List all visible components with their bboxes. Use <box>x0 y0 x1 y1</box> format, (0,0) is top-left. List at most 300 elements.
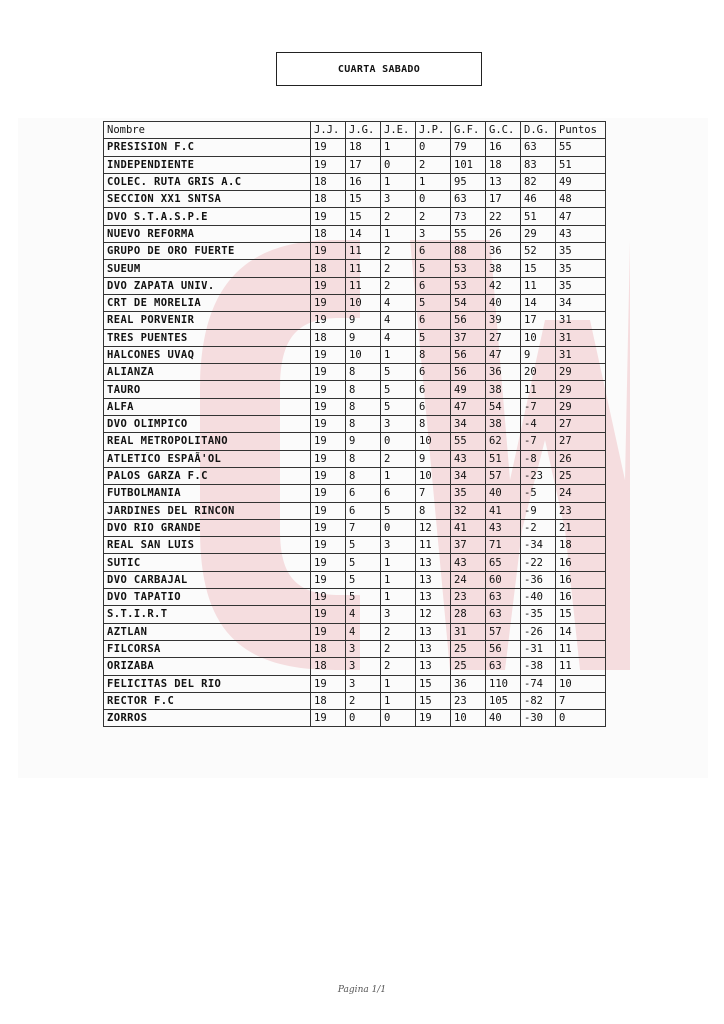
stat-cell-je: 1 <box>381 675 416 692</box>
stat-cell-gf: 41 <box>451 519 486 536</box>
stat-cell-gf: 56 <box>451 364 486 381</box>
team-name-cell: NUEVO REFORMA <box>104 225 311 242</box>
stat-cell-je: 4 <box>381 294 416 311</box>
stat-cell-dg: -30 <box>521 710 556 727</box>
stat-cell-jp: 15 <box>416 692 451 709</box>
stat-cell-jj: 19 <box>311 243 346 260</box>
stat-cell-gf: 32 <box>451 502 486 519</box>
stat-cell-puntos: 29 <box>556 381 606 398</box>
stat-cell-puntos: 51 <box>556 156 606 173</box>
stat-cell-jg: 15 <box>346 191 381 208</box>
stat-cell-puntos: 27 <box>556 416 606 433</box>
stat-cell-gc: 71 <box>486 537 521 554</box>
stat-cell-gc: 39 <box>486 312 521 329</box>
stat-cell-gf: 24 <box>451 571 486 588</box>
stat-cell-gf: 47 <box>451 398 486 415</box>
stat-cell-jj: 19 <box>311 208 346 225</box>
team-name-cell: DVO CARBAJAL <box>104 571 311 588</box>
stat-cell-jp: 8 <box>416 346 451 363</box>
stat-cell-je: 0 <box>381 519 416 536</box>
stat-cell-jp: 13 <box>416 589 451 606</box>
stat-cell-dg: 11 <box>521 277 556 294</box>
team-name-cell: ORIZABA <box>104 658 311 675</box>
column-header-jg: J.G. <box>346 122 381 139</box>
team-name-cell: ZORROS <box>104 710 311 727</box>
stat-cell-gc: 36 <box>486 364 521 381</box>
stat-cell-gc: 42 <box>486 277 521 294</box>
stat-cell-jg: 8 <box>346 398 381 415</box>
stat-cell-jp: 11 <box>416 537 451 554</box>
stat-cell-jj: 19 <box>311 623 346 640</box>
stat-cell-puntos: 48 <box>556 191 606 208</box>
stat-cell-jp: 5 <box>416 329 451 346</box>
stat-cell-gc: 56 <box>486 640 521 657</box>
stat-cell-dg: 11 <box>521 381 556 398</box>
stat-cell-jg: 11 <box>346 260 381 277</box>
report-title: CUARTA SABADO <box>276 52 482 86</box>
stat-cell-gf: 34 <box>451 416 486 433</box>
stat-cell-puntos: 55 <box>556 139 606 156</box>
stat-cell-gf: 101 <box>451 156 486 173</box>
stat-cell-gc: 38 <box>486 416 521 433</box>
stat-cell-jp: 1 <box>416 173 451 190</box>
stat-cell-jg: 8 <box>346 467 381 484</box>
stat-cell-jj: 19 <box>311 381 346 398</box>
stat-cell-dg: 46 <box>521 191 556 208</box>
stat-cell-je: 0 <box>381 710 416 727</box>
team-name-cell: AZTLAN <box>104 623 311 640</box>
stat-cell-je: 2 <box>381 623 416 640</box>
stat-cell-gf: 28 <box>451 606 486 623</box>
stat-cell-jj: 19 <box>311 710 346 727</box>
stat-cell-jg: 6 <box>346 485 381 502</box>
table-row <box>104 450 606 467</box>
stat-cell-gc: 60 <box>486 571 521 588</box>
table-row <box>104 467 606 484</box>
stat-cell-gc: 51 <box>486 450 521 467</box>
stat-cell-jg: 3 <box>346 658 381 675</box>
stat-cell-dg: 10 <box>521 329 556 346</box>
stat-cell-gc: 40 <box>486 710 521 727</box>
page-footer: Pagina 1/1 <box>337 985 387 995</box>
stat-cell-jj: 19 <box>311 294 346 311</box>
table-row <box>104 346 606 363</box>
stat-cell-jg: 8 <box>346 381 381 398</box>
stat-cell-gc: 47 <box>486 346 521 363</box>
stat-cell-gc: 63 <box>486 589 521 606</box>
team-name-cell: DVO OLIMPICO <box>104 416 311 433</box>
stat-cell-jg: 9 <box>346 329 381 346</box>
stat-cell-gc: 41 <box>486 502 521 519</box>
stat-cell-jp: 13 <box>416 658 451 675</box>
stat-cell-dg: -31 <box>521 640 556 657</box>
stat-cell-je: 2 <box>381 450 416 467</box>
stat-cell-je: 2 <box>381 260 416 277</box>
stat-cell-je: 1 <box>381 139 416 156</box>
stat-cell-gc: 63 <box>486 606 521 623</box>
stat-cell-jj: 19 <box>311 606 346 623</box>
team-name-cell: FILCORSA <box>104 640 311 657</box>
stat-cell-jj: 19 <box>311 450 346 467</box>
table-body <box>104 139 606 727</box>
table-row <box>104 381 606 398</box>
stat-cell-jj: 19 <box>311 537 346 554</box>
stat-cell-jp: 9 <box>416 450 451 467</box>
table-row <box>104 243 606 260</box>
stat-cell-jj: 18 <box>311 658 346 675</box>
stat-cell-dg: -38 <box>521 658 556 675</box>
stat-cell-gf: 23 <box>451 692 486 709</box>
stat-cell-jg: 0 <box>346 710 381 727</box>
stat-cell-jg: 14 <box>346 225 381 242</box>
stat-cell-dg: -22 <box>521 554 556 571</box>
stat-cell-jg: 9 <box>346 433 381 450</box>
stat-cell-jg: 5 <box>346 537 381 554</box>
stat-cell-jg: 3 <box>346 640 381 657</box>
table-row <box>104 156 606 173</box>
table-header-row <box>104 122 606 139</box>
stat-cell-je: 6 <box>381 485 416 502</box>
stat-cell-jp: 10 <box>416 467 451 484</box>
stat-cell-jj: 19 <box>311 519 346 536</box>
team-name-cell: PALOS GARZA F.C <box>104 467 311 484</box>
stat-cell-jg: 8 <box>346 416 381 433</box>
stat-cell-jj: 19 <box>311 156 346 173</box>
stat-cell-je: 5 <box>381 502 416 519</box>
table-row <box>104 485 606 502</box>
stat-cell-jp: 6 <box>416 312 451 329</box>
team-name-cell: REAL SAN LUIS <box>104 537 311 554</box>
team-name-cell: FELICITAS DEL RIO <box>104 675 311 692</box>
stat-cell-je: 1 <box>381 467 416 484</box>
team-name-cell: SUEUM <box>104 260 311 277</box>
stat-cell-dg: 29 <box>521 225 556 242</box>
stat-cell-jp: 10 <box>416 433 451 450</box>
stat-cell-puntos: 15 <box>556 606 606 623</box>
stat-cell-gf: 88 <box>451 243 486 260</box>
stat-cell-jp: 6 <box>416 398 451 415</box>
stat-cell-gf: 55 <box>451 433 486 450</box>
stat-cell-jg: 11 <box>346 277 381 294</box>
stat-cell-puntos: 43 <box>556 225 606 242</box>
stat-cell-gf: 54 <box>451 294 486 311</box>
stat-cell-gf: 63 <box>451 191 486 208</box>
stat-cell-puntos: 16 <box>556 571 606 588</box>
stat-cell-jp: 5 <box>416 294 451 311</box>
column-header-jj: J.J. <box>311 122 346 139</box>
stat-cell-puntos: 0 <box>556 710 606 727</box>
stat-cell-jj: 19 <box>311 589 346 606</box>
stat-cell-puntos: 35 <box>556 243 606 260</box>
stat-cell-jp: 8 <box>416 416 451 433</box>
team-name-cell: DVO S.T.A.S.P.E <box>104 208 311 225</box>
stat-cell-jp: 13 <box>416 554 451 571</box>
stat-cell-puntos: 7 <box>556 692 606 709</box>
team-name-cell: CRT DE MORELIA <box>104 294 311 311</box>
team-name-cell: GRUPO DE ORO FUERTE <box>104 243 311 260</box>
table-row <box>104 312 606 329</box>
stat-cell-gf: 10 <box>451 710 486 727</box>
stat-cell-jj: 19 <box>311 675 346 692</box>
stat-cell-gc: 27 <box>486 329 521 346</box>
stat-cell-je: 5 <box>381 381 416 398</box>
column-header-nombre: Nombre <box>104 122 311 139</box>
stat-cell-je: 5 <box>381 364 416 381</box>
column-header-dg: D.G. <box>521 122 556 139</box>
table-row <box>104 537 606 554</box>
column-header-jp: J.P. <box>416 122 451 139</box>
stat-cell-je: 3 <box>381 606 416 623</box>
stat-cell-dg: -7 <box>521 398 556 415</box>
stat-cell-puntos: 29 <box>556 398 606 415</box>
stat-cell-gf: 56 <box>451 346 486 363</box>
stat-cell-gc: 26 <box>486 225 521 242</box>
stat-cell-puntos: 10 <box>556 675 606 692</box>
stat-cell-dg: -23 <box>521 467 556 484</box>
stat-cell-jp: 6 <box>416 364 451 381</box>
stat-cell-jg: 11 <box>346 243 381 260</box>
stat-cell-gf: 95 <box>451 173 486 190</box>
stat-cell-gc: 65 <box>486 554 521 571</box>
team-name-cell: COLEC. RUTA GRIS A.C <box>104 173 311 190</box>
team-name-cell: S.T.I.R.T <box>104 606 311 623</box>
stat-cell-gc: 36 <box>486 243 521 260</box>
table-row <box>104 173 606 190</box>
team-name-cell: TAURO <box>104 381 311 398</box>
stat-cell-gc: 17 <box>486 191 521 208</box>
stat-cell-jp: 0 <box>416 191 451 208</box>
stat-cell-jg: 6 <box>346 502 381 519</box>
stat-cell-gf: 23 <box>451 589 486 606</box>
stat-cell-puntos: 26 <box>556 450 606 467</box>
stat-cell-je: 2 <box>381 277 416 294</box>
table-row <box>104 433 606 450</box>
team-name-cell: ALIANZA <box>104 364 311 381</box>
stat-cell-gc: 62 <box>486 433 521 450</box>
stat-cell-jj: 18 <box>311 640 346 657</box>
table-row <box>104 329 606 346</box>
stat-cell-dg: 83 <box>521 156 556 173</box>
stat-cell-puntos: 35 <box>556 277 606 294</box>
table-row <box>104 191 606 208</box>
stat-cell-je: 0 <box>381 433 416 450</box>
stat-cell-jj: 19 <box>311 139 346 156</box>
team-name-cell: PRESISION F.C <box>104 139 311 156</box>
stat-cell-jj: 18 <box>311 260 346 277</box>
stat-cell-jg: 8 <box>346 450 381 467</box>
stat-cell-gc: 22 <box>486 208 521 225</box>
stat-cell-jj: 19 <box>311 502 346 519</box>
team-name-cell: ATLETICO ESPAÃ'OL <box>104 450 311 467</box>
stat-cell-jp: 8 <box>416 502 451 519</box>
stat-cell-puntos: 27 <box>556 433 606 450</box>
stat-cell-jp: 19 <box>416 710 451 727</box>
stat-cell-jg: 10 <box>346 346 381 363</box>
stat-cell-jg: 2 <box>346 692 381 709</box>
stat-cell-je: 3 <box>381 191 416 208</box>
stat-cell-gf: 43 <box>451 554 486 571</box>
stat-cell-jj: 19 <box>311 346 346 363</box>
team-name-cell: HALCONES UVAQ <box>104 346 311 363</box>
stat-cell-jj: 18 <box>311 329 346 346</box>
stat-cell-jj: 19 <box>311 485 346 502</box>
stat-cell-gf: 25 <box>451 640 486 657</box>
stat-cell-puntos: 49 <box>556 173 606 190</box>
table-row <box>104 519 606 536</box>
standings-table <box>103 121 606 727</box>
table-row <box>104 710 606 727</box>
stat-cell-puntos: 29 <box>556 364 606 381</box>
team-name-cell: RECTOR F.C <box>104 692 311 709</box>
table-row <box>104 225 606 242</box>
stat-cell-dg: 82 <box>521 173 556 190</box>
stat-cell-je: 0 <box>381 156 416 173</box>
stat-cell-jg: 18 <box>346 139 381 156</box>
stat-cell-jg: 5 <box>346 554 381 571</box>
stat-cell-jp: 6 <box>416 381 451 398</box>
stat-cell-dg: 63 <box>521 139 556 156</box>
stat-cell-gc: 57 <box>486 623 521 640</box>
stat-cell-je: 1 <box>381 571 416 588</box>
stat-cell-jj: 18 <box>311 173 346 190</box>
stat-cell-je: 4 <box>381 312 416 329</box>
stat-cell-gf: 53 <box>451 260 486 277</box>
stat-cell-je: 3 <box>381 537 416 554</box>
stat-cell-jp: 13 <box>416 640 451 657</box>
table-row <box>104 658 606 675</box>
stat-cell-gf: 37 <box>451 537 486 554</box>
stat-cell-dg: -40 <box>521 589 556 606</box>
stat-cell-jp: 6 <box>416 243 451 260</box>
stat-cell-jj: 19 <box>311 277 346 294</box>
stat-cell-jj: 19 <box>311 416 346 433</box>
stat-cell-je: 2 <box>381 208 416 225</box>
stat-cell-gc: 110 <box>486 675 521 692</box>
stat-cell-puntos: 16 <box>556 589 606 606</box>
stat-cell-jg: 3 <box>346 675 381 692</box>
stat-cell-dg: -74 <box>521 675 556 692</box>
stat-cell-jg: 4 <box>346 606 381 623</box>
table-row <box>104 139 606 156</box>
stat-cell-puntos: 47 <box>556 208 606 225</box>
stat-cell-dg: 14 <box>521 294 556 311</box>
stat-cell-jg: 7 <box>346 519 381 536</box>
team-name-cell: DVO RIO GRANDE <box>104 519 311 536</box>
stat-cell-dg: 20 <box>521 364 556 381</box>
stat-cell-jj: 19 <box>311 571 346 588</box>
stat-cell-dg: -2 <box>521 519 556 536</box>
stat-cell-dg: 51 <box>521 208 556 225</box>
stat-cell-je: 1 <box>381 554 416 571</box>
stat-cell-dg: 9 <box>521 346 556 363</box>
stat-cell-dg: 52 <box>521 243 556 260</box>
stat-cell-puntos: 11 <box>556 640 606 657</box>
stat-cell-je: 4 <box>381 329 416 346</box>
column-header-gf: G.F. <box>451 122 486 139</box>
team-name-cell: ALFA <box>104 398 311 415</box>
column-header-je: J.E. <box>381 122 416 139</box>
stat-cell-dg: -35 <box>521 606 556 623</box>
stat-cell-dg: -8 <box>521 450 556 467</box>
stat-cell-puntos: 14 <box>556 623 606 640</box>
stat-cell-gf: 37 <box>451 329 486 346</box>
stat-cell-gf: 49 <box>451 381 486 398</box>
stat-cell-jg: 10 <box>346 294 381 311</box>
stat-cell-gc: 38 <box>486 381 521 398</box>
table-row <box>104 260 606 277</box>
stat-cell-gf: 34 <box>451 467 486 484</box>
stat-cell-puntos: 18 <box>556 537 606 554</box>
stat-cell-puntos: 31 <box>556 312 606 329</box>
team-name-cell: REAL METROPOLITANO <box>104 433 311 450</box>
stat-cell-gc: 16 <box>486 139 521 156</box>
stat-cell-puntos: 31 <box>556 329 606 346</box>
stat-cell-je: 1 <box>381 225 416 242</box>
stat-cell-dg: -34 <box>521 537 556 554</box>
stat-cell-jj: 19 <box>311 467 346 484</box>
stat-cell-jp: 0 <box>416 139 451 156</box>
table-row <box>104 277 606 294</box>
stat-cell-je: 1 <box>381 692 416 709</box>
table-row <box>104 692 606 709</box>
stat-cell-jp: 15 <box>416 675 451 692</box>
stat-cell-jp: 2 <box>416 156 451 173</box>
stat-cell-dg: -5 <box>521 485 556 502</box>
stat-cell-gf: 31 <box>451 623 486 640</box>
table-row <box>104 571 606 588</box>
stat-cell-gf: 79 <box>451 139 486 156</box>
team-name-cell: DVO TAPATIO <box>104 589 311 606</box>
stat-cell-jj: 18 <box>311 191 346 208</box>
team-name-cell: SUTIC <box>104 554 311 571</box>
stat-cell-puntos: 35 <box>556 260 606 277</box>
stat-cell-je: 3 <box>381 416 416 433</box>
stat-cell-dg: -36 <box>521 571 556 588</box>
team-name-cell: JARDINES DEL RINCON <box>104 502 311 519</box>
table-row <box>104 416 606 433</box>
table-row <box>104 398 606 415</box>
stat-cell-puntos: 31 <box>556 346 606 363</box>
table-row <box>104 640 606 657</box>
team-name-cell: DVO ZAPATA UNIV. <box>104 277 311 294</box>
stat-cell-jg: 9 <box>346 312 381 329</box>
stat-cell-jj: 19 <box>311 433 346 450</box>
stat-cell-puntos: 24 <box>556 485 606 502</box>
stat-cell-jg: 5 <box>346 571 381 588</box>
stat-cell-dg: -7 <box>521 433 556 450</box>
stat-cell-gc: 40 <box>486 485 521 502</box>
stat-cell-je: 1 <box>381 173 416 190</box>
stat-cell-dg: -4 <box>521 416 556 433</box>
team-name-cell: FUTBOLMANIA <box>104 485 311 502</box>
stat-cell-gc: 13 <box>486 173 521 190</box>
stat-cell-puntos: 16 <box>556 554 606 571</box>
stat-cell-puntos: 23 <box>556 502 606 519</box>
stat-cell-gc: 18 <box>486 156 521 173</box>
table-row <box>104 208 606 225</box>
stat-cell-gf: 53 <box>451 277 486 294</box>
stat-cell-je: 1 <box>381 589 416 606</box>
team-name-cell: TRES PUENTES <box>104 329 311 346</box>
stat-cell-je: 2 <box>381 658 416 675</box>
stat-cell-je: 5 <box>381 398 416 415</box>
stat-cell-puntos: 21 <box>556 519 606 536</box>
stat-cell-jg: 15 <box>346 208 381 225</box>
stat-cell-jj: 19 <box>311 554 346 571</box>
table-row <box>104 606 606 623</box>
stat-cell-dg: -82 <box>521 692 556 709</box>
stat-cell-gc: 54 <box>486 398 521 415</box>
